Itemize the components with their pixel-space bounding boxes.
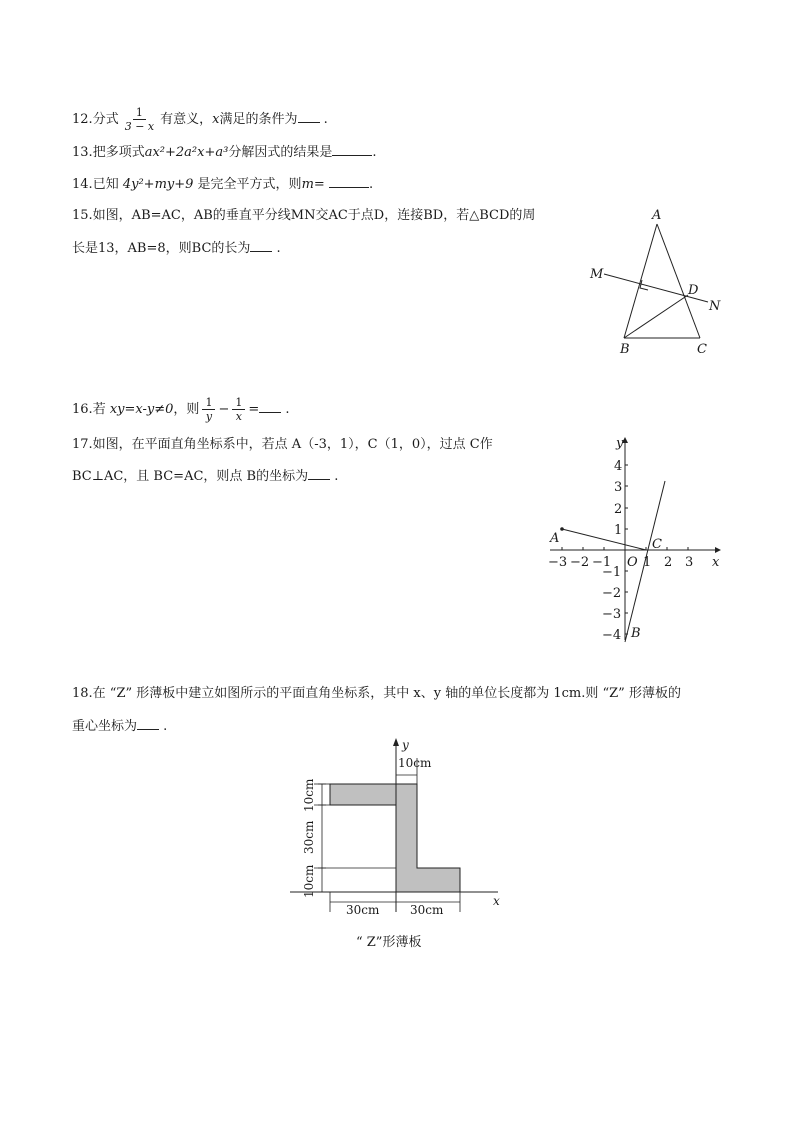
q15-end: . — [276, 241, 281, 256]
q12-frac-numerator: 1 — [133, 106, 146, 120]
q14-variable: m= — [301, 177, 325, 192]
fig17-point-A — [560, 527, 564, 531]
fig15-segment-BD — [624, 295, 688, 338]
question-15-line-2 — [72, 239, 281, 259]
fig17-y-tick-label: 3 — [614, 480, 623, 495]
fig18-x-axis-label: x — [493, 894, 500, 908]
q13-number: 13. — [72, 145, 93, 160]
fig15-label-B: B — [620, 342, 630, 357]
question-17-line-1: 17.如图，在平面直角坐标系中，若点 A（-3，1），C（1，0），过点 C作 — [72, 437, 493, 452]
q12-text-1: 分式 — [92, 112, 119, 127]
q17-answer-blank[interactable] — [308, 467, 330, 480]
q12-frac-denominator: 3 − x — [124, 120, 155, 133]
question-14 — [72, 175, 373, 195]
q16-number: 16. — [72, 402, 93, 417]
q18-end: . — [163, 719, 168, 734]
q16-fraction-2 — [232, 396, 245, 423]
fig15-label-A: A — [652, 208, 662, 223]
q16-condition: xy=x-y≠0 — [109, 402, 174, 417]
q17-end: . — [334, 469, 339, 484]
fig18-label-top-width: 10cm — [398, 756, 432, 770]
fig17-x-tick-label: −1 — [592, 555, 612, 570]
question-12 — [72, 106, 328, 133]
fig17-y-tick-label: 2 — [614, 502, 623, 517]
q13-expression: ax²+2a²x+a³ — [144, 145, 229, 160]
fig18-y-axis-label: y — [402, 738, 409, 752]
q16-answer-blank[interactable] — [259, 400, 281, 413]
q12-end: . — [323, 112, 328, 127]
fig18-z-plate-shape — [330, 784, 460, 892]
q13-text-1: 把多项式 — [92, 145, 145, 160]
fig17-y-tick-label: −4 — [602, 628, 622, 643]
fig17-segment-AC — [562, 529, 646, 550]
question-15-line-1: 15.如图，AB=AC，AB的垂直平分线MN交AC于点D，连接BD，若△BCD的周 — [72, 208, 536, 223]
fig15-side-AC — [657, 224, 700, 338]
q18-answer-blank[interactable] — [137, 717, 159, 730]
fig17-x-tick-label: −2 — [570, 555, 590, 570]
fig18-label-mid-height: 30cm — [302, 820, 316, 854]
fig17-label-C: C — [652, 537, 662, 552]
fig18-label-top-height: 10cm — [302, 778, 316, 812]
q12-text-3: 满足的条件为 — [219, 112, 298, 127]
fig18-label-left-width: 30cm — [346, 903, 380, 917]
q16-f1-denominator: y — [205, 410, 213, 423]
fig17-y-tick-label: −2 — [602, 586, 622, 601]
fig17-y-axis-label: y — [616, 436, 624, 451]
q14-text-2: 是完全平方式，则 — [197, 177, 302, 192]
fig18-caption: “ Z”形薄板 — [356, 935, 422, 950]
q15-answer-blank[interactable] — [250, 239, 272, 252]
fig15-label-D: D — [688, 283, 699, 298]
fig17-x-tick-label: −3 — [548, 555, 568, 570]
q16-f2-numerator: 1 — [232, 396, 245, 410]
q16-equals: = — [248, 402, 260, 417]
q16-f2-denominator: x — [235, 410, 242, 423]
fig15-label-N: N — [709, 299, 721, 314]
q14-number: 14. — [72, 177, 93, 192]
question-18-line-1: 18.在 “Z” 形薄板中建立如图所示的平面直角坐标系，其中 x、y 轴的单位长度都为 1cm.则 “Z” 形薄板的 — [72, 686, 681, 701]
fig15-label-M: M — [590, 267, 604, 282]
fig17-x-axis-label: x — [712, 555, 720, 570]
fig17-label-A: A — [550, 531, 560, 546]
fig17-x-tick-label: 2 — [664, 555, 673, 570]
q16-end: . — [285, 402, 290, 417]
fig17-y-tick-label: 4 — [614, 459, 623, 474]
fig18-y-arrow — [393, 738, 399, 746]
q14-answer-blank[interactable] — [329, 175, 369, 188]
q13-answer-blank[interactable] — [332, 143, 372, 156]
q17-text-2: BC⊥AC，且 BC=AC，则点 B的坐标为 — [72, 469, 309, 484]
q12-variable: x — [212, 112, 220, 127]
q16-text-2: ，则 — [173, 402, 200, 417]
fig15-label-C: C — [697, 342, 707, 357]
q12-text-2: 有意义， — [160, 112, 213, 127]
q16-text-1: 若 — [92, 402, 106, 417]
fig17-label-B: B — [631, 626, 641, 641]
question-18-line-2 — [72, 717, 167, 737]
question-17-line-2 — [72, 467, 338, 487]
q14-text-1: 已知 — [92, 177, 119, 192]
q16-fraction-1 — [202, 396, 215, 423]
q12-number: 12. — [72, 112, 93, 127]
q13-end: . — [372, 145, 377, 160]
figure-18-z-plate — [280, 732, 520, 957]
fig18-label-bottom-height: 10cm — [302, 864, 316, 898]
fig17-x-tick-label: 3 — [685, 555, 694, 570]
q15-text-2: 长是13，AB=8，则BC的长为 — [72, 241, 251, 256]
figure-17-coordinate-plane — [540, 430, 730, 650]
figure-15-triangle — [580, 200, 730, 360]
fig17-origin-label: O — [627, 555, 638, 570]
fig18-label-right-width: 30cm — [410, 903, 444, 917]
fig17-y-tick-label: −1 — [602, 565, 622, 580]
q16-minus: − — [218, 402, 230, 417]
q14-expression: 4y²+my+9 — [122, 177, 194, 192]
fig17-y-tick-label: 1 — [614, 523, 623, 538]
q13-text-2: 分解因式的结果是 — [228, 145, 333, 160]
fig17-x-tick-label: 1 — [643, 555, 652, 570]
q18-text-2: 重心坐标为 — [72, 719, 138, 734]
question-13 — [72, 143, 376, 163]
fig17-y-tick-label: −3 — [602, 607, 622, 622]
q16-f1-numerator: 1 — [202, 396, 215, 410]
question-16 — [72, 396, 290, 423]
q14-end: . — [368, 177, 374, 192]
q12-answer-blank[interactable] — [298, 110, 320, 123]
q12-fraction — [122, 106, 157, 133]
